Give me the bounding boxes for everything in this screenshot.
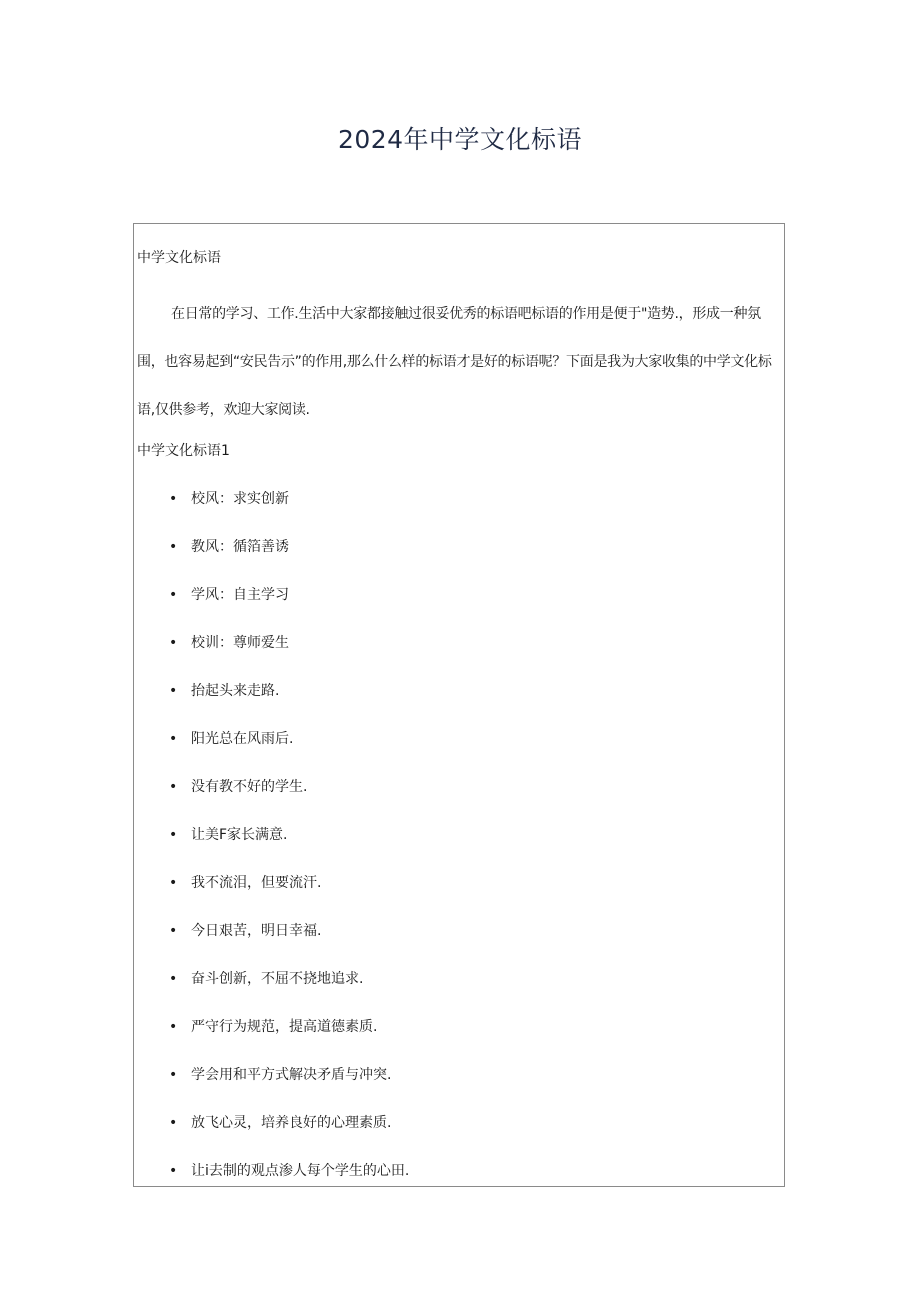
bullet-icon: •	[169, 875, 178, 891]
slogan-text: 我不流泪，但要流汗.	[191, 875, 322, 891]
bullet-icon: •	[169, 1163, 178, 1179]
list-item	[169, 873, 321, 893]
list-item	[169, 585, 289, 605]
slogan-text: 没有教不好的学生.	[191, 779, 308, 795]
list-item	[169, 1161, 409, 1181]
content-heading: 中学文化标语	[137, 250, 221, 266]
slogan-text: 严守行为规范，提高道德素质.	[191, 1019, 378, 1035]
slogan-text: 学风：自主学习	[191, 587, 289, 603]
bullet-icon: •	[169, 635, 178, 651]
slogan-text: 校风：求实创新	[191, 491, 289, 507]
list-item	[169, 729, 293, 749]
slogan-text: 校训：尊师爱生	[191, 635, 289, 651]
intro-paragraph: 在日常的学习、工作.生活中大家都接触过很妥优秀的标语吧标语的作用是便于"造势.，形成一种氛围，也容易起到“安民告示”的作用,那么什么样的标语才是好的标语呢？下面是我为大家收集的中学文化标语,仅供参考，欢迎大家阅读.	[137, 306, 772, 418]
slogan-text: 奋斗创新，不屈不挠地追求.	[191, 971, 364, 987]
slogan-text: 教风：循箔善诱	[191, 539, 289, 555]
bullet-icon: •	[169, 1067, 178, 1083]
bullet-icon: •	[169, 923, 178, 939]
list-item	[169, 1065, 391, 1085]
content-frame	[133, 223, 785, 1187]
list-item	[169, 1113, 391, 1133]
list-item	[169, 537, 289, 557]
bullet-icon: •	[169, 683, 178, 699]
bullet-icon: •	[169, 971, 178, 987]
list-item	[169, 489, 289, 509]
bullet-icon: •	[169, 779, 178, 795]
bullet-icon: •	[169, 491, 178, 507]
bullet-icon: •	[169, 1019, 178, 1035]
slogan-text: 今日艰苦，明日幸福.	[191, 923, 322, 939]
slogan-text: 阳光总在风雨后.	[191, 731, 294, 747]
bullet-icon: •	[169, 731, 178, 747]
slogan-text: 抬起头来走路.	[191, 683, 280, 699]
list-item	[169, 1017, 377, 1037]
bullet-icon: •	[169, 827, 178, 843]
list-item	[169, 825, 288, 845]
list-item	[169, 921, 321, 941]
slogan-text: 让i去制的观点渗人每个学生的心田.	[191, 1163, 410, 1179]
bullet-icon: •	[169, 1115, 178, 1131]
slogan-text: 学会用和平方式解决矛盾与冲突.	[191, 1067, 392, 1083]
list-item	[169, 969, 363, 989]
slogan-text: 放飞心灵，培养良好的心理素质.	[191, 1115, 392, 1131]
list-item	[169, 681, 279, 701]
slogan-text: 让美F家长满意.	[191, 827, 288, 843]
list-item	[169, 633, 289, 653]
list-item	[169, 777, 307, 797]
bullet-icon: •	[169, 539, 178, 555]
bullet-icon: •	[169, 587, 178, 603]
section-heading: 中学文化标语1	[137, 443, 230, 459]
document-title: 2024年中学文化标语	[337, 125, 583, 154]
